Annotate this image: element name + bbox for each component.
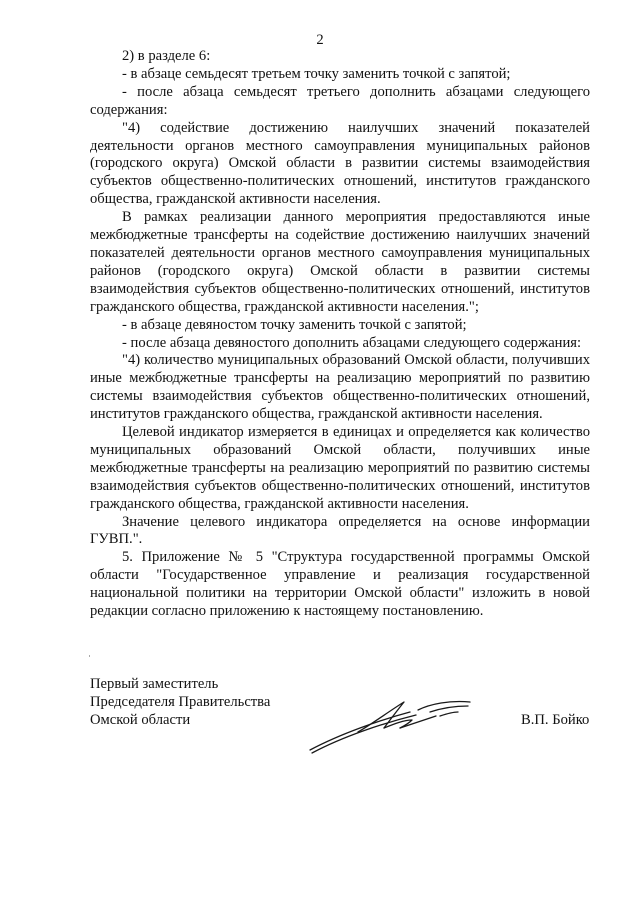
signatory-title-line: Первый заместитель (90, 676, 219, 692)
scan-mark (89, 655, 90, 657)
signatory-name: В.П. Бойко (521, 712, 590, 728)
handwritten-signature (300, 690, 480, 760)
document-body (90, 48, 590, 621)
signatory-title-line: Председателя Правительства (90, 693, 271, 710)
signatory-title-line: Омской области (90, 711, 191, 728)
paragraph: 2) в разделе 6: (122, 48, 211, 64)
paragraph: "4) содействие достижению наилучших значений показателей деятельности органов местного самоуправления муниципальных районов (городского округа) Омской области в развитии системы взаимодействия субъектов общественно-политических отношений, институтов гражданского общества, гражданской активности населения. (90, 119, 590, 208)
page-number: 2 (316, 32, 324, 48)
paragraph: - после абзаца девяностого дополнить абзацами следующего содержания: (122, 334, 582, 351)
paragraph: В рамках реализации данного мероприятия предоставляются иные межбюджетные трансферты на содействие достижению наилучших значений показателей деятельности органов местного самоуправления муниципальных районов (городского округа) Омской области в развитии системы взаимодействия субъектов общественно-политических отношений, институтов гражданского общества, гражданской активности населения."; (90, 209, 590, 315)
paragraph: "4) количество муниципальных образований Омской области, получивших иные межбюджетные трансферты на реализацию мероприятий по развитию системы взаимодействия субъектов общественно-политических отношений, институтов гражданского общества, гражданской активности населения. (90, 352, 590, 423)
paragraph: - после абзаца семьдесят третьего дополнить абзацами следующего содержания: (90, 83, 590, 118)
paragraph: 5. Приложение № 5 "Структура государственной программы Омской области "Государственное управление и реализация государственной национальной политики на территории Омской области" изложить в новой редакции согласно приложению к настоящему постановлению. (90, 549, 590, 620)
paragraph: Целевой индикатор измеряется в единицах и определяется как количество муниципальных образований Омской области, получивших иные межбюджетные трансферты на реализацию мероприятий по развитию системы взаимодействия субъектов общественно-политических отношений, институтов гражданского общества, гражданской активности населения. (90, 424, 590, 512)
paragraph: - в абзаце семьдесят третьем точку заменить точкой с запятой; (122, 65, 511, 82)
paragraph: Значение целевого индикатора определяется на основе информации ГУВП.". (90, 513, 590, 548)
paragraph: - в абзаце девяностом точку заменить точкой с запятой; (122, 316, 467, 333)
